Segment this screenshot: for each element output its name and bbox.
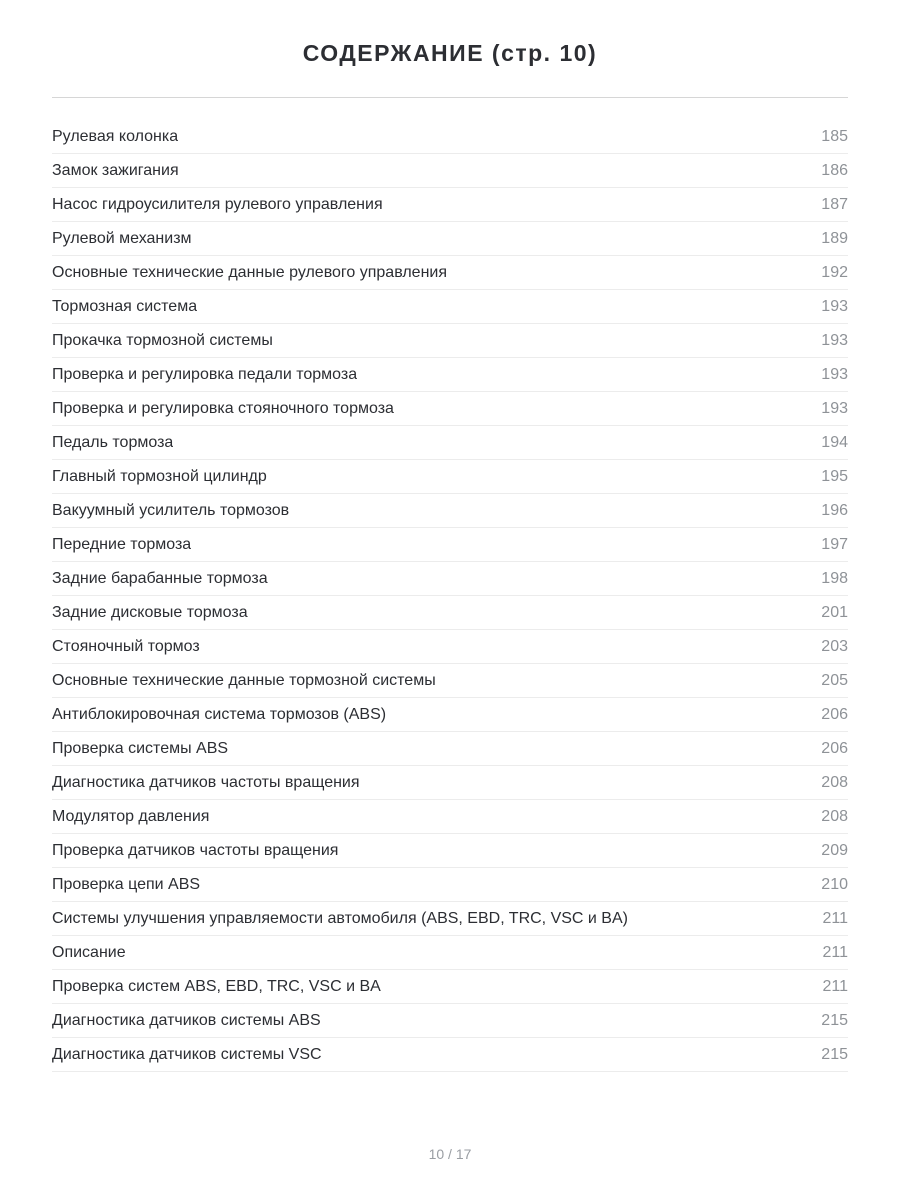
toc-entry-title: Описание [52,943,126,961]
toc-entry-page: 194 [821,433,848,451]
toc-entry-page: 185 [821,127,848,145]
toc-entry-page: 206 [821,705,848,723]
toc-entry-page: 196 [821,501,848,519]
toc-entry [52,800,848,834]
toc-entry-page: 210 [821,875,848,893]
toc-entry-title: Проверка и регулировка стояночного тормоза [52,399,394,417]
toc-entry-title: Диагностика датчиков частоты вращения [52,773,360,791]
toc-content [52,0,848,1072]
toc-entry-title: Диагностика датчиков системы VSC [52,1045,322,1063]
toc-entry-page: 203 [821,637,848,655]
toc-entry-title: Системы улучшения управляемости автомобиля (ABS, EBD, TRC, VSC и BA) [52,909,628,927]
toc-entry [52,1004,848,1038]
toc-entry [52,120,848,154]
toc-entry-title: Рулевой механизм [52,229,192,247]
toc-entry-title: Насос гидроусилителя рулевого управления [52,195,383,213]
toc-entry [52,596,848,630]
toc-entry-page: 193 [821,399,848,417]
toc-entry-page: 192 [821,263,848,281]
toc-entry [52,766,848,800]
title-divider [52,97,848,98]
toc-entry-title: Проверка систем ABS, EBD, TRC, VSC и BA [52,977,381,995]
toc-entry-page: 195 [821,467,848,485]
toc-entry [52,460,848,494]
toc-entry-title: Задние барабанные тормоза [52,569,268,587]
toc-entry-page: 201 [821,603,848,621]
toc-entry-title: Основные технические данные рулевого управления [52,263,448,281]
toc-entry-page: 189 [821,229,848,247]
toc-entry [52,732,848,766]
toc-entry-title: Замок зажигания [52,161,179,179]
toc-entry-page: 205 [821,671,848,689]
toc-entry [52,324,848,358]
toc-entry-page: 187 [821,195,848,213]
toc-entry [52,630,848,664]
toc-entry-title: Стояночный тормоз [52,637,200,655]
toc-entry [52,834,848,868]
toc-entry-page: 198 [821,569,848,587]
toc-entry-title: Главный тормозной цилиндр [52,467,267,485]
toc-entry [52,562,848,596]
toc-entry [52,494,848,528]
toc-entry-page: 186 [821,161,848,179]
toc-entry-page: 208 [821,773,848,791]
toc-entry [52,868,848,902]
toc-list [52,120,848,1072]
toc-entry-page: 211 [822,909,848,927]
toc-entry [52,698,848,732]
toc-entry-title: Проверка системы ABS [52,739,229,757]
toc-entry-page: 206 [821,739,848,757]
toc-entry-title: Основные технические данные тормозной системы [52,671,436,689]
toc-entry-page: 193 [821,331,848,349]
toc-entry [52,528,848,562]
toc-entry-title: Рулевая колонка [52,127,179,145]
toc-entry-title: Проверка датчиков частоты вращения [52,841,339,859]
toc-entry [52,902,848,936]
toc-entry-title: Прокачка тормозной системы [52,331,273,349]
toc-entry [52,1038,848,1072]
toc-entry-page: 211 [822,943,848,961]
toc-entry-page: 193 [821,365,848,383]
toc-entry-title: Модулятор давления [52,807,210,825]
toc-entry-title: Вакуумный усилитель тормозов [52,501,290,519]
toc-entry-title: Проверка и регулировка педали тормоза [52,365,358,383]
page-title: СОДЕРЖАНИЕ (стр. 10) [302,40,598,66]
page-indicator: 10 / 17 [428,1146,472,1162]
toc-entry-page: 211 [822,977,848,995]
toc-entry-page: 215 [821,1011,848,1029]
toc-entry-page: 208 [821,807,848,825]
toc-entry-page: 209 [821,841,848,859]
toc-entry-page: 215 [821,1045,848,1063]
toc-entry [52,970,848,1004]
toc-entry-title: Антиблокировочная система тормозов (ABS) [52,705,387,723]
toc-entry [52,358,848,392]
toc-entry [52,290,848,324]
toc-entry [52,392,848,426]
toc-entry-title: Педаль тормоза [52,433,174,451]
toc-entry [52,154,848,188]
toc-entry-page: 193 [821,297,848,315]
toc-entry-title: Тормозная система [52,297,198,315]
toc-entry-title: Передние тормоза [52,535,192,553]
toc-entry [52,936,848,970]
toc-entry-page: 197 [821,535,848,553]
toc-entry-title: Проверка цепи ABS [52,875,201,893]
toc-entry-title: Диагностика датчиков системы ABS [52,1011,321,1029]
toc-entry [52,222,848,256]
toc-entry-title: Задние дисковые тормоза [52,603,248,621]
toc-entry [52,188,848,222]
toc-entry [52,256,848,290]
toc-entry [52,426,848,460]
toc-entry [52,664,848,698]
